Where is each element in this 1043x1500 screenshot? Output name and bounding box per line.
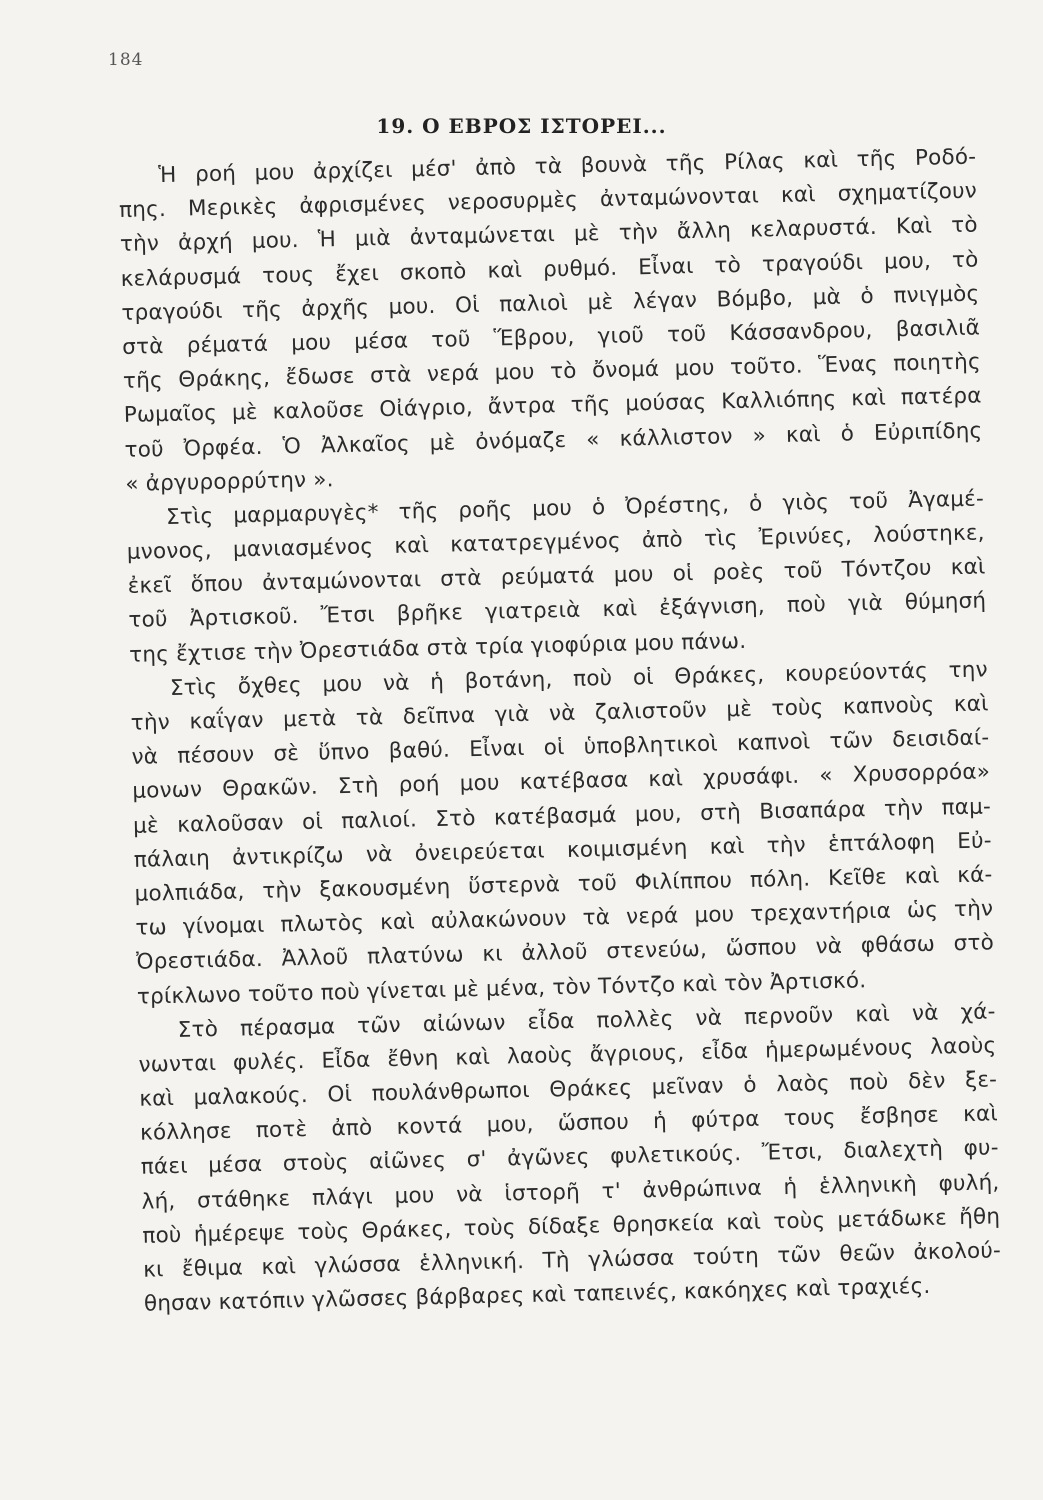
body-text [118, 141, 1002, 1323]
text-line: καὶ μαλακούς. Οἱ πουλάνθρωποι Θράκες μεῖναν ὁ λαὸς ποὺ δὲν ξε- [139, 1067, 998, 1112]
text-line: πης. Μερικὲς ἀφρισμένες νεροσυρμὲς ἀνταμώνονται καὶ σχηματίζουν [118, 178, 978, 224]
text-line: Ὀρεστιάδα. Ἀλλοῦ πλατύνω κι ἀλλοῦ στενεύω, ὥσπου νὰ φθάσω στὸ [135, 930, 995, 976]
text-line: τὴν καΐγαν μετὰ τὰ δεῖπνα γιὰ νὰ ζαλιστοῦν μὲ τοὺς καπνοὺς καὶ [130, 691, 989, 736]
text-line: πάλαιη ἀντικρίζω νὰ ὀνειρεύεται κοιμισμένη καὶ τὴν ἑπτάλοφη Εὐ- [133, 828, 992, 873]
text-line: θησαν κατόπιν γλῶσσες βάρβαρες καὶ ταπεινές, κακόηχες καὶ τραχιές. [143, 1274, 931, 1317]
text-line: μολπιάδα, τὴν ξακουσμένη ὕστερνὰ τοῦ Φιλίππου πόλη. Κεῖθε καὶ κά- [134, 862, 993, 907]
text-line: τοῦ Ἀρτισκοῦ. Ἔτσι βρῆκε γιατρειὰ καὶ ἐξάγνιση, ποὺ γιὰ θύμησή [128, 588, 987, 634]
text-line: « ἀργυρορρύτην ». [125, 466, 334, 497]
text-line: πάει μέσα στοὺς αἰῶνες σ' ἀγῶνες φυλετικούς. Ἔτσι, διαλεχτὴ φυ- [140, 1135, 999, 1181]
text-line: μὲ καλοῦσαν οἱ παλιοί. Στὸ κατέβασμά μου, στὴ Βισαπάρα τὴν παμ- [132, 793, 992, 839]
text-line: Ἡ ροή μου ἀρχίζει μέσ' ἀπὸ τὰ βουνὰ τῆς Ρίλας καὶ τῆς Ροδό- [158, 144, 977, 189]
text-line: νωνται φυλές. Εἶδα ἔθνη καὶ λαοὺς ἄγριους, εἶδα ἡμερωμένους λαοὺς [138, 1033, 997, 1078]
text-line: λή, στάθηκε πλάγι μου νὰ ἱστορῆ τ' ἀνθρώπινα ἡ ἑλληνικὴ φυλή, [141, 1169, 1000, 1215]
text-line: τραγούδι τῆς ἀρχῆς μου. Οἱ παλιοὶ μὲ λέγαν Βόμβο, μὰ ὁ πνιγμὸς [121, 281, 980, 326]
text-line: νὰ πέσουν σὲ ὕπνο βαθύ. Εἶναι οἱ ὑποβλητικοὶ καπνοὶ τῶν δεισιδαί- [131, 725, 990, 771]
text-line: κι ἔθιμα καὶ γλώσσα ἑλληνική. Τὴ γλώσσα τούτη τῶν θεῶν ἀκολού- [142, 1238, 1002, 1283]
text-line: ἐκεῖ ὅπου ἀνταμώνονται στὰ ρεύματά μου οἱ ροὲς τοῦ Τόντζου καὶ [127, 554, 986, 600]
text-line: Ρωμαῖος μὲ καλοῦσε Οἰάγριο, ἄντρα τῆς μούσας Καλλιόπης καὶ πατέρα [123, 383, 982, 429]
text-line: στὰ ρέματά μου μέσα τοῦ Ἕβρου, γιοῦ τοῦ Κάσσανδρου, βασιλιᾶ [121, 315, 981, 360]
text-line: Στὸ πέρασμα τῶν αἰώνων εἶδα πολλὲς νὰ περνοῦν καὶ νὰ χά- [177, 999, 996, 1043]
text-line: τω γίνομαι πλωτὸς καὶ αὐλακώνουν τὰ νερά μου τρεχαντήρια ὡς τὴν [135, 896, 994, 941]
page-number: 184 [108, 50, 144, 70]
text-line: τῆς Θράκης, ἔδωσε στὰ νερά μου τὸ ὄνομά μου τοῦτο. Ἕνας ποιητὴς [122, 349, 982, 395]
text-line: μονων Θρακῶν. Στὴ ροή μου κατέβασα καὶ χρυσάφι. « Χρυσορρόα» [132, 759, 991, 805]
text-line: κόλλησε ποτὲ ἀπὸ κοντά μου, ὥσπου ἡ φύτρα τους ἔσβησε καὶ [139, 1101, 999, 1146]
text-line: Στὶς ὄχθες μου νὰ ἡ βοτάνη, ποὺ οἱ Θράκες, κουρεύοντάς την [169, 657, 989, 701]
text-line: μνονος, μανιασμένος καὶ κατατρεγμένος ἀπὸ τὶς Ἐρινύες, λούστηκε, [126, 520, 985, 565]
text-line: κελάρυσμά τους ἔχει σκοπὸ καὶ ρυθμό. Εἶναι τὸ τραγούδι μου, τὸ [120, 247, 979, 292]
text-line: ποὺ ἡμέρεψε τοὺς Θράκες, τοὺς δίδαξε θρησκεία καὶ τοὺς μετάδωκε ἤθη [142, 1204, 1001, 1249]
text-line: τοῦ Ὀρφέα. Ὁ Ἀλκαῖος μὲ ὀνόμαζε « κάλλιστον » καὶ ὁ Εὐριπίδης [124, 417, 983, 463]
text-line: τὴν ἀρχή μου. Ἡ μιὰ ἀνταμώνεται μὲ τὴν ἄλλη κελαρυστά. Καὶ τὸ [119, 212, 978, 258]
text-line: της ἔχτισε τὴν Ὀρεστιάδα στὰ τρία γιοφύρια μου πάνω. [128, 628, 747, 668]
text-line: Στὶς μαρμαρυγὲς* τῆς ροῆς μου ὁ Ὀρέστης, ὁ γιὸς τοῦ Ἀγαμέ- [165, 486, 985, 530]
chapter-title: 19. Ο ΕΒΡΟΣ ΙΣΤΟΡΕΙ... [376, 114, 667, 138]
text-line: τρίκλωνο τοῦτο ποὺ γίνεται μὲ μένα, τὸν Τόντζο καὶ τὸν Ἀρτισκό. [136, 967, 867, 1010]
